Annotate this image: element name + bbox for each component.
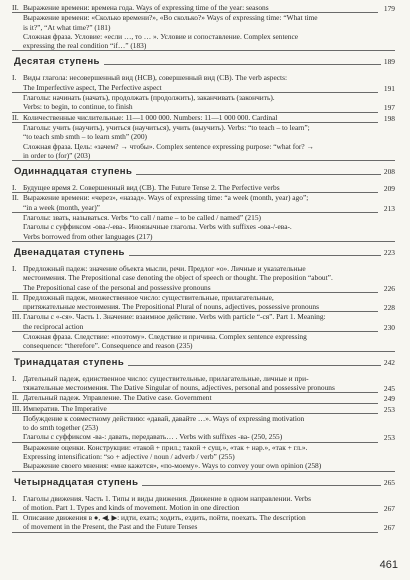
toc-entry-text (12, 293, 378, 313)
toc-entry-title: Описание движения в ●, ◀, ▶: идти, ехать; ходить, ездить, пойти, поехать. The description (23, 513, 306, 523)
stage-title: Одиннадцатая ступень (14, 166, 133, 178)
section-number: II. (12, 112, 19, 122)
section-number: II. (12, 513, 19, 523)
toc-entry-line (12, 113, 277, 122)
toc-entry-line (12, 73, 287, 82)
toc-entry-line: Verbs: to begin, to continue, to finish (23, 102, 133, 112)
toc-entry-title: Количественные числительные: 11—1 000 000. Numbers: 11—1 000 000. Cardinal (23, 112, 278, 122)
toc-page-number: 230 (383, 322, 395, 332)
toc-page-number: 189 (383, 57, 395, 67)
section-number: II. (12, 292, 19, 302)
toc-entry-text (12, 193, 378, 213)
table-of-contents (12, 3, 395, 533)
toc-entry-line (12, 494, 311, 503)
toc-entry-line: The Prepositional case of the personal and possessive pronouns (23, 282, 211, 292)
toc-page-number: 179 (383, 4, 395, 13)
page-number: 461 (379, 559, 398, 571)
stage-heading (12, 247, 395, 259)
toc-entry-line: of movement in the Present, the Past and the Future Tenses (23, 522, 198, 532)
section-number: I. (12, 263, 17, 273)
toc-subentry: Сложная фраза. Следствие: «поэтому». Следствие и причина. Complex sentence expressing (23, 332, 307, 342)
section-number: I. (12, 373, 17, 383)
toc-entry-title: Дательный падеж, единственное число: существительные, прилагательные, личные и при- (23, 373, 309, 383)
section-number: III. (12, 403, 22, 413)
section-number: I. (12, 183, 17, 193)
toc-entry (12, 193, 395, 213)
toc-entry-title: Глаголы: начинать (начать), продолжать (продолжить), заканчивать (закончить). (23, 93, 275, 103)
toc-subentry: Сложная фраза. Цель: «зачем? → чтобы». Complex sentence expressing purpose: “what for? → (23, 141, 314, 151)
toc-subentry: consequence: “therefore”. Consequence and reason (235) (23, 341, 193, 351)
toc-subentry: Выражение оценки. Конструкции: «такой + прил.; такой + сущ.», «так + нар.», «так + гл.». (23, 442, 308, 452)
toc-page-number: 267 (383, 503, 395, 513)
leader-line (136, 174, 381, 175)
toc-entry (12, 312, 395, 332)
toc-subentry: expressing the real condition “if…” (183) (23, 41, 147, 51)
toc-subentry: Сложная фраза. Условие: «если …, то … ». Условие и сопоставление. Complex sentence (23, 31, 299, 41)
toc-subentry: Выражение времени: «Сколько времени?», «Во сколько?» Ways of expressing time: “What time (23, 13, 318, 23)
toc-entry-title: Выражение времени: «через», «назад». Ways of expressing time: “a week (month, year) ago”; (23, 193, 309, 203)
toc-subentry: Побуждение к совместному действию: «давай, давайте …». Ways of expressing motivation (23, 413, 305, 423)
toc-entry (12, 73, 395, 93)
toc-page-number: 191 (383, 83, 395, 93)
toc-entry (12, 494, 395, 514)
toc-entry-line: местоимения. The Prepositional case denoting the object of speech or thought. The preposition “about”. (23, 273, 333, 283)
stage-title: Тринадцатая ступень (14, 356, 125, 368)
toc-entry-title: Виды глагола: несовершенный вид (НСВ), совершенный вид (СВ). The verb aspects: (23, 73, 288, 83)
toc-page-number: 226 (383, 283, 395, 293)
toc-entry-line (12, 432, 282, 441)
toc-entry-text (12, 113, 378, 123)
toc-subentry: Expressing intensification: “so + adjective / noun / adverb / verb” (255) (23, 451, 235, 461)
toc-entry (12, 264, 395, 293)
toc-page-number: 242 (383, 357, 395, 367)
toc-entry-title: Глаголы движения. Часть 1. Типы и виды движения. Движение в одном направлении. Verbs (23, 493, 311, 503)
toc-page-number: 197 (383, 103, 395, 113)
section-number: I. (12, 493, 17, 503)
toc-subentry: Глаголы: звать, называться. Verbs “to call / name – to be called / named” (215) (23, 213, 261, 223)
toc-entry-text (12, 374, 378, 394)
stage-title: Двенадцатая ступень (14, 246, 125, 258)
toc-entry-line (12, 3, 269, 12)
toc-page-number: 265 (383, 477, 395, 487)
section-number: III. (12, 312, 22, 322)
toc-entry-line (12, 193, 308, 202)
toc-page-number: 245 (383, 383, 395, 393)
toc-page-number: 267 (383, 523, 395, 533)
toc-entry-title: Предложный падеж, множественное число: существительные, прилагательные, (23, 292, 274, 302)
toc-entry (12, 404, 395, 414)
section-number: II. (12, 393, 19, 403)
toc-entry-title: Глаголы с «-ся». Часть 1. Значение: взаимное действие. Verbs with particle “-ся”. Part 1. Meaning: (23, 312, 326, 322)
toc-entry-line: притяжательные местоимения. The Prepositional Plural of nouns, adjectives, possessive pronouns (23, 302, 319, 312)
toc-subentry: Verbs borrowed from other languages (217) (23, 231, 153, 241)
toc-page-number: 213 (383, 203, 395, 213)
toc-entry-text (12, 73, 378, 93)
leader-line (104, 64, 381, 65)
toc-entry-line: The Imperfective aspect, The Perfective aspect (23, 82, 162, 92)
toc-entry (12, 432, 395, 442)
toc-entry-text (12, 393, 378, 403)
toc-entry-line (12, 374, 309, 383)
toc-entry-text (12, 432, 378, 442)
stage-title: Десятая ступень (14, 56, 100, 68)
toc-subentry: Глаголы: учить (научить), учиться (научиться), учить (выучить). Verbs: “to teach – to learn”; (23, 122, 310, 132)
section-number: I. (12, 73, 17, 83)
toc-entry (12, 293, 395, 313)
stage-heading (12, 477, 395, 489)
toc-entry-title: Императив. The Imperative (23, 403, 107, 413)
toc-page-number: 249 (383, 394, 395, 404)
toc-entry-line: of motion. Part 1. Types and kinds of movement. Motion in one direction (23, 502, 240, 512)
toc-entry (12, 3, 395, 13)
stage-heading (12, 56, 395, 68)
toc-entry-text (12, 264, 378, 293)
toc-subentry: “to teach smb smth – to learn smth” (200) (23, 132, 147, 142)
toc-entry-line (12, 513, 306, 522)
stage-title: Четырнадцатая ступень (14, 476, 139, 488)
toc-entry-line: тяжательные местоимения. The Dative Singular of nouns, adjectives, personal and possessive pronouns (23, 382, 335, 392)
toc-subentry: Глаголы с суффиксом -ова-/-ева-. Иноязычные глаголы. Verbs with suffixes -ова-/-ева-. (23, 222, 292, 232)
toc-entry-line (12, 264, 306, 273)
toc-entry-line (12, 312, 326, 321)
toc-entry-title: Дательный падеж. Управление. The Dative case. Government (23, 393, 212, 403)
toc-entry-line: “in a week (month, year)” (23, 202, 100, 212)
section-number: II. (12, 3, 19, 12)
toc-entry-line (12, 183, 280, 192)
toc-entry (12, 513, 395, 533)
toc-entry-line (12, 393, 212, 402)
toc-subentry: Выражение своего мнения: «мне кажется», «по-моему». Ways to convey your own opinion (258) (23, 461, 322, 471)
toc-subentry: is it?”, “At what time?” (181) (23, 22, 111, 32)
toc-page-number: 198 (383, 113, 395, 123)
toc-entry-text (12, 513, 378, 533)
toc-entry-text (12, 494, 378, 514)
stage-heading (12, 357, 395, 369)
toc-entry-text (12, 404, 378, 414)
toc-entry-title: Глаголы с суффиксом -ва-: давать, передавать… . Verbs with suffixes -ва- (250, 255) (23, 432, 283, 442)
leader-line (142, 485, 381, 486)
leader-line (129, 255, 381, 256)
toc-entry (12, 183, 395, 193)
section-number: II. (12, 193, 19, 203)
toc-page-number: 209 (383, 184, 395, 194)
toc-entry (12, 113, 395, 123)
toc-page-number: 228 (383, 303, 395, 313)
stage-heading (12, 166, 395, 178)
leader-line (128, 365, 381, 366)
toc-entry-line (12, 93, 275, 102)
toc-entry-text (12, 3, 378, 13)
toc-entry (12, 374, 395, 394)
toc-page-number: 223 (383, 247, 395, 257)
toc-entry-title: Будущее время 2. Совершенный вид (СВ). The Future Tense 2. The Perfective verbs (23, 183, 280, 193)
toc-entry (12, 393, 395, 403)
toc-entry-text (12, 312, 378, 332)
toc-entry-line (12, 404, 107, 413)
toc-entry (12, 93, 395, 113)
toc-entry-title: Предложный падеж: значение объекта мысли, речи. Предлог «о». Личные и указательные (23, 263, 306, 273)
toc-subentry: to do smth together (253) (23, 423, 99, 433)
toc-entry-line (12, 293, 274, 302)
toc-page-number: 253 (383, 433, 395, 443)
toc-subentry: in order to (for)” (203) (23, 150, 91, 160)
toc-entry-text (12, 93, 378, 113)
toc-entry-text (12, 183, 378, 193)
toc-entry-line: the reciprocal action (23, 321, 84, 331)
toc-entry-title: Выражение времени: времена года. Ways of expressing time of the year: seasons (23, 3, 269, 12)
toc-page-number: 253 (383, 404, 395, 414)
toc-page-number: 208 (383, 167, 395, 177)
